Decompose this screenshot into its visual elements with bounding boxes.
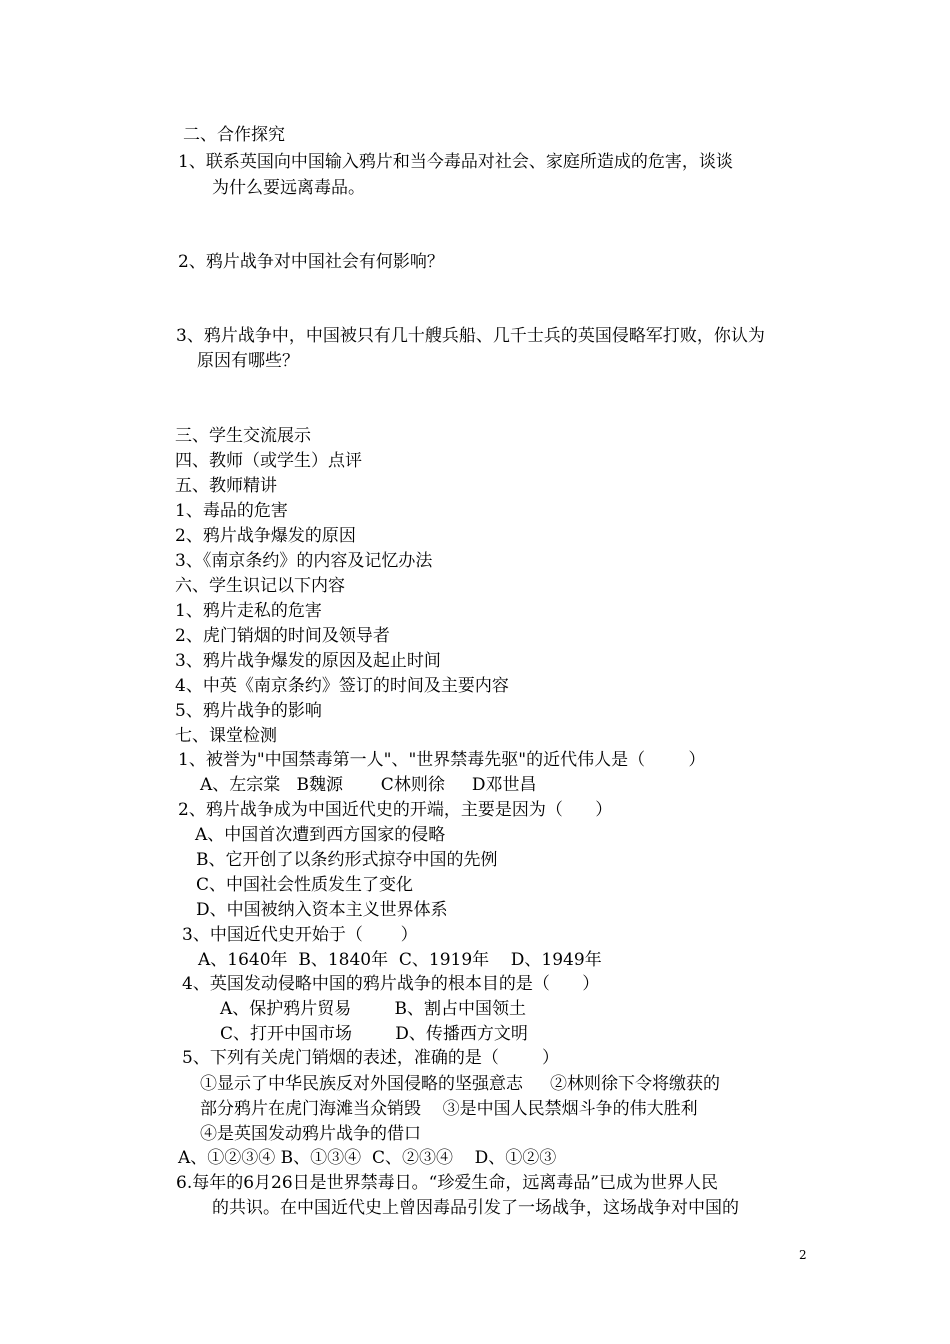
section-heading-exchange: 三、学生交流展示: [175, 426, 311, 446]
list-item: 3、《南京条约》的内容及记忆办法: [175, 551, 433, 571]
list-item: 2、虎门销烟的时间及领导者: [175, 626, 390, 646]
quiz-question: 2、鸦片战争成为中国近代史的开端，主要是因为（ ）: [178, 800, 613, 820]
quiz-option: D、中国被纳入资本主义世界体系: [196, 900, 448, 920]
section-heading-lecture: 五、教师精讲: [175, 476, 277, 496]
quiz-statement: ④是英国发动鸦片战争的借口: [200, 1124, 421, 1144]
quiz-question: 6.每年的6月26日是世界禁毒日。“珍爱生命，远离毒品”已成为世界人民: [176, 1173, 719, 1193]
quiz-question: 4、英国发动侵略中国的鸦片战争的根本目的是（ ）: [182, 974, 600, 994]
section-heading-cooperation: 二、合作探究: [183, 125, 285, 145]
quiz-statement: 部分鸦片在虎门海滩当众销毁 ③是中国人民禁烟斗争的伟大胜利: [200, 1099, 698, 1119]
list-item: 1、毒品的危害: [175, 501, 288, 521]
list-item: 3、鸦片战争爆发的原因及起止时间: [175, 651, 441, 671]
question-text: 原因有哪些？: [197, 351, 299, 371]
question-text: 1、联系英国向中国输入鸦片和当今毒品对社会、家庭所造成的危害，谈谈: [178, 152, 733, 172]
question-text: 2、鸦片战争对中国社会有何影响？: [178, 252, 444, 272]
list-item: 5、鸦片战争的影响: [175, 701, 322, 721]
list-item: 1、鸦片走私的危害: [175, 601, 322, 621]
section-heading-review: 四、教师（或学生）点评: [175, 451, 362, 471]
quiz-statement: ①显示了中华民族反对外国侵略的坚强意志 ②林则徐下令将缴获的: [200, 1074, 721, 1094]
quiz-options: A、左宗棠 B魏源 C林则徐 D邓世昌: [200, 775, 537, 795]
list-item: 4、中英《南京条约》签订的时间及主要内容: [175, 676, 509, 696]
quiz-options: A、①②③④ B、①③④ C、②③④ D、①②③: [178, 1148, 557, 1168]
quiz-question: 的共识。在中国近代史上曾因毒品引发了一场战争，这场战争对中国的: [212, 1198, 739, 1218]
section-heading-memorize: 六、学生识记以下内容: [175, 576, 345, 596]
question-text: 3、鸦片战争中，中国被只有几十艘兵船、几千士兵的英国侵略军打败，你认为: [176, 326, 765, 346]
quiz-options: A、保护鸦片贸易 B、割占中国领土: [220, 999, 526, 1019]
quiz-option: B、它开创了以条约形式掠夺中国的先例: [196, 850, 498, 870]
quiz-option: C、中国社会性质发生了变化: [196, 875, 414, 895]
quiz-option: A、中国首次遭到西方国家的侵略: [195, 825, 446, 845]
quiz-question: 5、下列有关虎门销烟的表述，准确的是（ ）: [182, 1048, 560, 1068]
page-number: 2: [799, 1248, 807, 1262]
question-text: 为什么要远离毒品。: [212, 178, 365, 198]
quiz-question: 1、被誉为"中国禁毒第一人"、"世界禁毒先驱"的近代伟人是（ ）: [178, 750, 706, 770]
quiz-options: A、1640年 B、1840年 C、1919年 D、1949年: [198, 950, 602, 970]
quiz-options: C、打开中国市场 D、传播西方文明: [220, 1024, 528, 1044]
section-heading-quiz: 七、课堂检测: [175, 726, 277, 746]
quiz-question: 3、中国近代史开始于（ ）: [182, 925, 418, 945]
list-item: 2、鸦片战争爆发的原因: [175, 526, 356, 546]
